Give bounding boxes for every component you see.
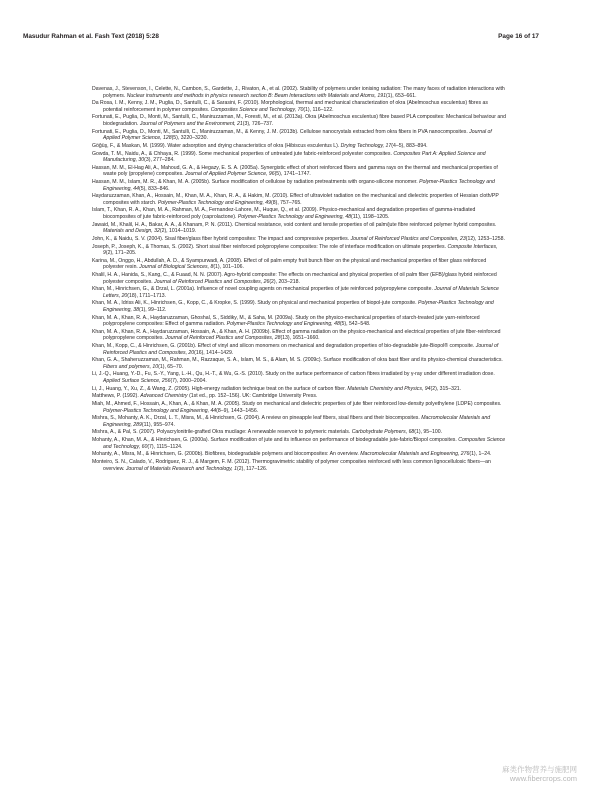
reference-pages: (11), 955–974. — [141, 421, 175, 428]
reference-source: Macromolecular Materials and Engineering, 276 — [360, 451, 470, 458]
reference-entry — [92, 459, 508, 472]
reference-source: Polymer-Plastics Technology and Engineering, 38 — [103, 300, 494, 313]
reference-pages: (1), 99–112. — [139, 306, 167, 313]
reference-source: Journal of Polymers and the Environment, 21 — [139, 121, 243, 127]
reference-source: Journal of Materials Science Letters, 20 — [103, 286, 499, 299]
reference-pages: (18), 1711–1713. — [127, 292, 167, 299]
reference-entry — [92, 193, 508, 206]
reference-source: Polymer-Plastics Technology and Engineering, 44 — [103, 178, 495, 192]
reference-pages: (5), 833–846. — [139, 185, 170, 192]
reference-source: Materials Chemistry and Physics, 94 — [347, 385, 431, 392]
reference-authors-title: Mohanty, A., Khan, M. A., & Hinrichsen, G. (2000a). Surface modification of jute and its influence on performance of biodegradable jute-fabric/Biopol composites. — [92, 437, 459, 444]
reference-authors-title: Mohanty, A., Misra, M., & Hinrichsen, G. (2000b). Biofibres, biodegradable polymers and biocomposites: An overview. — [92, 451, 361, 458]
reference-pages: (8–9), 1443–1456. — [216, 407, 259, 414]
page-header — [23, 33, 539, 43]
reference-authors-title: Li, J.-Q., Huang, Y.-D., Fu, S.-Y., Yang, L.-H., Qu, H.-T., & Wu, G.-S. (2010). Study on the surface performance of carbon fibres irradiated by γ-ray under different irradiation dose. — [92, 371, 495, 378]
reference-pages: (2), 117–126. — [237, 465, 268, 472]
reference-pages: (11), 1198–1205. — [351, 213, 390, 220]
reference-authors-title: Göğüş, F., & Maskan, M. (1999). Water adsorption and drying characteristics of okra (Hibiscus esculentus L). — [92, 142, 341, 149]
reference-pages: (1), 1–24. — [469, 451, 492, 458]
reference-source: Journal of Applied Polymer Science, 128 — [103, 128, 492, 142]
reference-authors-title: Fortunati, E., Puglia, D., Monti, M., Santulli, C., Maniruzzaman, M., & Kenny, J. M. (2013b). Cellulose nanocrystals extracted from okra fibers in PVA nanocomposites. — [92, 128, 470, 135]
reference-entry — [92, 329, 508, 342]
reference-source: Materials and Design, 32 — [103, 228, 160, 235]
reference-source: Journal of Biological Sciences, 8 — [139, 264, 214, 271]
reference-source: Journal of Reinforced Plastics and Composites, 28 — [165, 335, 281, 342]
reference-entry — [92, 165, 508, 178]
reference-source: Polymer-Plastics Technology and Engineering, 49 — [157, 199, 272, 206]
reference-authors-title: Davenas, J., Stevenson, I., Celette, N., Cambon, S., Gardette, J., Rivaton, A., et al. (2002). Stability of polymers under ionising radiation: The many faces of radiation interactions with polymers. — [92, 86, 505, 99]
reference-entry — [92, 415, 508, 428]
reference-authors-title: Khalil, H. A., Hanida, S., Kang, C., & Fuaad, N. N. (2007). Agro-hybrid composite: The effects on mechanical and physical properties of oil palm fiber (EFB)/glass hybrid reinforced polyester composites. — [92, 271, 497, 285]
reference-source: Journal of Applied Polymer Science, 96 — [185, 171, 275, 178]
reference-source: Carbohydrate Polymers, 68 — [351, 429, 415, 436]
reference-authors-title: Hassan, M. M., Islam, M. R., & Khan, M. A. (2005b). Surface modification of cellulose by radiation pretreatments with organo-silicone monomer. — [92, 178, 420, 185]
reference-entry — [92, 151, 508, 164]
reference-pages: (1), 65–70. — [158, 363, 184, 370]
reference-entry — [92, 86, 508, 99]
reference-entry — [92, 114, 508, 127]
reference-pages: (5), 3220–3230. — [171, 135, 208, 142]
reference-source: Macromolecular Materials and Engineering, 289 — [103, 415, 491, 428]
reference-entry — [92, 343, 508, 356]
reference-authors-title: Islam, T., Khan, R. A., Khan, M. A., Rahman, M. A., Fernandez-Lahore, M., Huque, Q., et al. (2009). Physico-mechanical and degradation properties of gamma-irradiated biocomposites of jute fabric-reinforced poly (caprolactone). — [92, 207, 476, 220]
reference-pages: (3), 277–284. — [144, 157, 175, 164]
reference-pages: (7), 2000–2004. — [170, 378, 207, 385]
reference-source: Polymer-Plastics Technology and Engineering, 44 — [103, 407, 217, 414]
reference-entry — [92, 315, 508, 328]
reference-authors-title: Khan, M., Kopp, C., & Hinrichsen, G. (2001b). Effect of vinyl and silicon monomers on mechanical and degradation properties of bio-degradable jute-Biopol® composite. — [92, 343, 476, 350]
reference-pages: (2), 315–321. — [430, 385, 462, 392]
reference-pages: (1), 95–100. — [414, 429, 443, 436]
reference-pages: (5), 1741–1747. — [274, 171, 311, 178]
reference-authors-title: Karina, M., Onggo, H., Abdullah, A. D., & Syampurwadi, A. (2008). Effect of oil palm empty fruit bunch fiber on the physical and mechanical properties of fiber glass reinforced polyester resin. — [92, 257, 487, 271]
reference-authors-title: Da Rosa, I. M., Kenny, J. M., Puglia, D., Santulli, C., & Sarasini, F. (2010). Morphological, thermal and mechanical characterization of okra (Abelmoschus esculentus) fibres as potential reinforcement in polymer composites. — [92, 100, 488, 113]
reference-entry — [92, 451, 508, 458]
reference-pages: (13), 1651–1660. — [280, 335, 320, 342]
reference-list — [92, 86, 508, 473]
reference-pages: (5), 542–548. — [339, 321, 371, 328]
reference-pages: (1), 116–122. — [303, 106, 334, 113]
reference-source: Composites Science and Technology, 70 — [210, 106, 304, 113]
reference-authors-title: Gowda, T. M., Naidu, A., & Chhaya, R. (1999). Some mechanical properties of untreated jute fabric-reinforced polyester composites. — [92, 150, 394, 157]
reference-entry — [92, 393, 508, 400]
reference-pages: (1), 101–106. — [213, 264, 244, 271]
reference-entry — [92, 386, 508, 393]
reference-entry — [92, 437, 508, 450]
reference-authors-title: Khan, G. A., Shaheruzzaman, M., Rahman, M., Razzaque, S. A., Islam, M. S., & Alam, M. S. (2009c). Surface modification of okra bast fiber and its physico-chemical characteristics. — [92, 357, 503, 364]
reference-authors-title: Jawaid, M., Khalil, H. A., Bakar, A. A., & Khanam, P. N. (2011). Chemical resistance, void content and tensile properties of oil palm/jute fibre reinforced polymer hybrid composites. — [92, 221, 497, 228]
watermark-title: 麻类作物营养与施肥网 — [502, 765, 577, 774]
reference-source: Fibers and polymers, 10 — [103, 363, 159, 370]
reference-authors-title: Khan, M. A., Khan, R. A., Haydaruzzaman, Ghoshal, S., Siddiky, M., & Saha, M. (2009a). Study on the physico-mechanical properties of starch-treated jute yarn-reinforced polypropylene composites: Effect of gamma radiation. — [92, 314, 480, 328]
reference-entry — [92, 244, 508, 257]
reference-authors-title: John, K., & Naidu, S. V. (2004). Sisal fiber/glass fiber hybrid composites: The impact and compressive properties. — [92, 235, 351, 242]
watermark-url: www.fibercrops.com — [509, 774, 577, 783]
reference-entry — [92, 207, 508, 220]
reference-pages: (12), 1253–1258. — [465, 235, 505, 242]
reference-entry — [92, 401, 508, 414]
page-number: Page 16 of 17 — [498, 33, 539, 40]
reference-entry — [92, 300, 508, 313]
reference-pages: (1), 653–661. — [385, 92, 417, 99]
reference-source: Applied Surface Science, 256 — [103, 378, 171, 385]
reference-source: Composites Part A: Applied Science and Manufacturing, 30 — [103, 150, 486, 164]
reference-authors-title: Khan, M. A., Khan, R. A., Haydaruzzaman, Hossain, A., & Khan, A. H. (2009b). Effect of gamma radiation on the physico-mechanical and electrical properties of jute fiber-reinforced polypropylene composites. — [92, 328, 501, 342]
reference-entry — [92, 357, 508, 370]
reference-authors-title: Haydaruzzaman, Khan, A., Hossain, M., Khan, M. A., Khan, R. A., & Hakim, M. (2010). Effect of ultraviolet radiation on the mechanical and dielectric properties of Hessian cloth/PP composites with starch. — [92, 193, 499, 206]
reference-source: Drying Technology, 17 — [340, 142, 392, 149]
reference-pages: (8), 757–765. — [271, 199, 302, 206]
reference-pages: (2), 171–205. — [105, 250, 137, 257]
reference-authors-title: Khan, M., Hinrichsen, G., & Drzal, L. (2001a). Influence of novel coupling agents on mechanical properties of jute reinforced polypropylene composite. — [92, 286, 435, 293]
reference-authors-title: Fortunati, E., Puglia, D., Monti, M., Santulli, C., Maniruzzaman, M., Foresti, M., et al. (2013a). Okra (Abelmoschus esculentus) fibre based PLA composites: Mechanical behaviour and biodegradation. — [92, 114, 507, 127]
reference-pages: (16), 1414–1429. — [194, 349, 234, 356]
reference-entry — [92, 272, 508, 285]
reference-pages: (2), 203–218. — [269, 278, 300, 285]
journal-citation: Masudur Rahman et al. Fash Text (2018) 5:28 — [23, 33, 159, 40]
reference-entry — [92, 100, 508, 113]
reference-pages: (4–5), 883–894. — [391, 142, 428, 149]
reference-source: Journal of Reinforced Plastics and Composites, 20 — [103, 343, 499, 356]
reference-authors-title: Matthews, P. (1992). — [92, 393, 141, 400]
reference-authors-title: Joseph, P., Joseph, K., & Thomas, S. (2002). Short sisal fiber reinforced polypropylene composites: The role of interface modification on ultimate properties. — [92, 243, 448, 250]
reference-source: Composites Science and Technology, 60 — [103, 437, 506, 450]
reference-source: Journal of Materials Research and Technology, 1 — [125, 465, 238, 472]
reference-entry — [92, 429, 508, 436]
watermark — [502, 765, 577, 783]
reference-entry — [92, 286, 508, 299]
reference-authors-title: Monteiro, S. N., Calado, V., Rodriguez, R. J., & Margem, F. M. (2012). Thermogravimetric stability of polymer composites reinforced with less common lignocellulosic fibers—an overview. — [92, 458, 491, 472]
reference-entry — [92, 258, 508, 271]
reference-authors-title: Mishra, S., Mohanty, A. K., Drzal, L. T., Misra, M., & Hinrichsen, G. (2004). A review on pineapple leaf fibers, sisal fibers and their biocomposites. — [92, 415, 422, 422]
reference-authors-title: Khan, M. A., Idriss Ali, K., Hinrichsen, G., Kopp, C., & Kropke, S. (1999). Study on physical and mechanical properties of biopol-jute composite. — [92, 300, 419, 307]
reference-authors-title: Miah, M., Ahmed, F., Hossain, A., Khan, A., & Khan, M. A. (2005). Study on mechanical and dielectric properties of jute fiber reinforced low-density polyethylene (LDPE) composites. — [92, 401, 502, 407]
reference-pages: (2), 1014–1019. — [159, 228, 197, 235]
reference-pages: (1st ed., pp. 152–156). UK: Cambridge University Press. — [187, 393, 318, 400]
reference-authors-title: Li, J., Huang, Y., Xu, Z., & Wang, Z. (2005). High-energy radiation technique treat on the surface of carbon fiber. — [92, 385, 348, 392]
reference-authors-title: Mishra, A., & Pal, S. (2007). Polyacrylonitrile-grafted Okra mucilage: A renewable reservoir to polymeric materials. — [92, 429, 352, 436]
reference-entry — [92, 222, 508, 235]
reference-entry — [92, 143, 508, 150]
reference-pages: (3), 726–737. — [242, 121, 274, 127]
reference-entry — [92, 129, 508, 142]
reference-source: Polymer-Plastics Technology and Engineering, 48 — [237, 213, 352, 220]
reference-source: Advanced Chemistry — [140, 393, 188, 400]
reference-authors-title: Hassan, M. M., El-Hag Ali, A., Mahoud, G. A., & Hegazy, E. S. A. (2005a). Synergistic effect of short reinforced fibers and gamma rays on the thermal and mechanical properties of waste poly (propylene) composites. — [92, 164, 498, 178]
reference-source: Journal of Reinforced Plastics and Composites, 23 — [350, 235, 466, 242]
reference-source: Composite Interfaces, 9 — [103, 243, 498, 257]
reference-source: Nuclear instruments and methods in physics research section B: Beam Interactions with Materials and Atoms, 191 — [126, 92, 386, 99]
reference-pages: (7), 1115–1124. — [147, 443, 183, 450]
reference-entry — [92, 371, 508, 384]
reference-entry — [92, 236, 508, 243]
reference-entry — [92, 179, 508, 192]
reference-source: Polymer-Plastics Technology and Engineering, 48 — [226, 321, 340, 328]
reference-source: Journal of Reinforced Plastics and Composites, 26 — [154, 278, 270, 285]
